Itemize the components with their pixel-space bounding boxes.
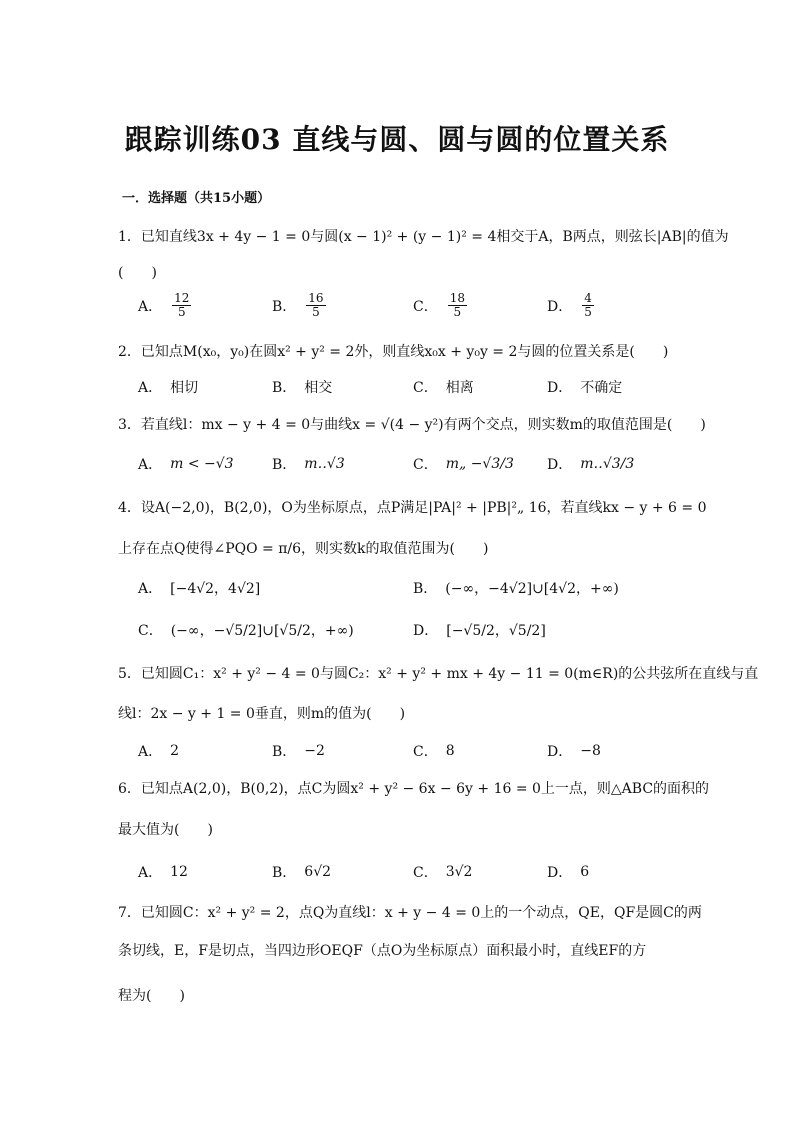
question-6-line-2: 最大值为( ) [118, 822, 213, 838]
numerator: 16 [308, 291, 324, 305]
option-label: D． [547, 744, 573, 760]
option-label: C． [413, 865, 438, 881]
question-4-options-row-1 [138, 578, 698, 608]
option-text: 相交 [304, 380, 333, 396]
denominator: 5 [453, 305, 462, 320]
section-heading: 一．选择题（共15小题） [122, 191, 271, 206]
option-label: A． [138, 865, 163, 881]
question-4-line-2: 上存在点Q使得∠PQO = π/6，则实数k的取值范围为( ) [118, 541, 489, 557]
option-b[interactable] [272, 741, 325, 761]
question-7-line-1: 7．已知圆C：x² + y² = 2，点Q为直线l：x + y − 4 = 0上的一个动点，QE，QF是圆C的两 [118, 905, 702, 921]
option-b[interactable] [272, 454, 345, 474]
option-label: C． [138, 623, 163, 639]
option-label: A． [138, 380, 163, 396]
numerator: 18 [449, 291, 465, 305]
option-text: 6√2 [304, 864, 332, 880]
option-d[interactable] [547, 292, 596, 319]
option-label: D． [547, 457, 573, 473]
option-a[interactable] [138, 292, 193, 319]
option-a[interactable] [138, 377, 198, 397]
option-d[interactable] [547, 454, 634, 474]
numerator: 4 [584, 291, 592, 305]
option-label: B． [272, 744, 297, 760]
option-c[interactable] [138, 620, 354, 640]
option-label: C． [413, 298, 438, 315]
option-b[interactable] [413, 578, 619, 598]
option-label: A． [138, 457, 163, 473]
question-4-options-row-2 [138, 620, 698, 650]
option-text: 12 [170, 864, 188, 880]
option-text: 相切 [170, 380, 199, 396]
numerator: 12 [174, 291, 190, 305]
option-text: m < −√3 [170, 456, 234, 472]
question-1-line-2: ( ) [118, 265, 157, 281]
option-label: A． [138, 298, 163, 315]
option-a[interactable] [138, 741, 179, 761]
option-text: [−√5/2，√5/2] [446, 623, 546, 639]
option-label: D． [547, 380, 573, 396]
denominator: 5 [312, 305, 320, 320]
option-c[interactable] [413, 292, 469, 319]
option-c[interactable] [413, 377, 474, 397]
option-text: −8 [580, 743, 601, 759]
question-5-options [138, 741, 698, 771]
question-2-options [138, 377, 698, 407]
question-1-options [138, 292, 698, 322]
option-label: C． [413, 744, 438, 760]
option-label: B． [272, 298, 297, 315]
question-5-line-2: 线l：2x − y + 1 = 0垂直，则m的值为( ) [118, 706, 406, 722]
option-label: A． [138, 744, 163, 760]
question-3-line-1: 3．若直线l：mx − y + 4 = 0与曲线x = √(4 − y²)有两个交点，则实数m的取值范围是( ) [118, 417, 706, 433]
option-d[interactable] [547, 377, 622, 397]
option-a[interactable] [138, 578, 260, 598]
option-text: (−∞，−4√2]∪[4√2，+∞) [445, 581, 619, 597]
option-text: m‥√3/3 [580, 456, 635, 472]
denominator: 5 [177, 305, 186, 320]
fraction [582, 292, 594, 319]
option-text: 6 [580, 864, 590, 880]
option-text: [−4√2，4√2] [170, 581, 261, 597]
option-b[interactable] [272, 377, 332, 397]
question-7-line-3: 程为( ) [118, 988, 185, 1004]
question-1-line-1: 1．已知直线3x + 4y − 1 = 0与圆(x − 1)² + (y − 1)² = 4相交于A，B两点，则弦长|AB|的值为 [118, 229, 729, 245]
option-c[interactable] [413, 741, 455, 761]
fraction [306, 292, 325, 319]
option-text: −2 [304, 743, 325, 759]
option-text: 8 [445, 743, 455, 759]
option-a[interactable] [138, 454, 234, 474]
option-text: 3√2 [445, 864, 473, 880]
option-text: 相离 [445, 380, 474, 396]
option-label: B． [272, 457, 297, 473]
option-d[interactable] [413, 620, 546, 640]
option-label: C． [413, 380, 438, 396]
option-label: B． [272, 865, 297, 881]
page-title: 跟踪训练03 直线与圆、圆与圆的位置关系 [124, 123, 670, 156]
fraction [172, 292, 191, 319]
option-d[interactable] [547, 862, 589, 882]
option-label: D． [413, 623, 439, 639]
denominator: 5 [584, 305, 592, 320]
option-d[interactable] [547, 741, 601, 761]
option-text: 不确定 [580, 380, 623, 396]
option-label: C． [413, 457, 438, 473]
option-label: D． [547, 865, 573, 881]
option-text: 2 [170, 743, 180, 759]
option-text: (−∞，−√5/2]∪[√5/2，+∞) [170, 623, 354, 639]
option-text: m‥√3 [304, 456, 345, 472]
option-b[interactable] [272, 862, 331, 882]
option-c[interactable] [413, 454, 514, 474]
question-2-line-1: 2．已知点M(x₀，y₀)在圆x² + y² = 2外，则直线x₀x + y₀y = 2与圆的位置关系是( ) [118, 344, 669, 360]
option-label: B． [413, 581, 438, 597]
option-c[interactable] [413, 862, 472, 882]
option-a[interactable] [138, 862, 188, 882]
option-label: D． [547, 298, 573, 315]
option-label: B． [272, 380, 297, 396]
question-6-line-1: 6．已知点A(2,0)，B(0,2)，点C为圆x² + y² − 6x − 6y + 16 = 0上一点，则△ABC的面积的 [118, 781, 710, 797]
option-label: A． [138, 581, 163, 597]
question-7-line-2: 条切线，E，F是切点，当四边形OEQF（点O为坐标原点）面积最小时，直线EF的方 [118, 943, 647, 959]
question-5-line-1: 5．已知圆C₁：x² + y² − 4 = 0与圆C₂：x² + y² + mx + 4y − 11 = 0(m∈R)的公共弦所在直线与直 [118, 666, 759, 682]
option-text: m„ −√3/3 [445, 456, 514, 472]
question-3-options [138, 454, 698, 484]
option-b[interactable] [272, 292, 328, 319]
question-4-line-1: 4．设A(−2,0)，B(2,0)，O为坐标原点，点P满足|PA|² + |PB|²„ 16，若直线kx − y + 6 = 0 [118, 500, 707, 516]
question-6-options [138, 862, 698, 892]
fraction [448, 292, 467, 319]
